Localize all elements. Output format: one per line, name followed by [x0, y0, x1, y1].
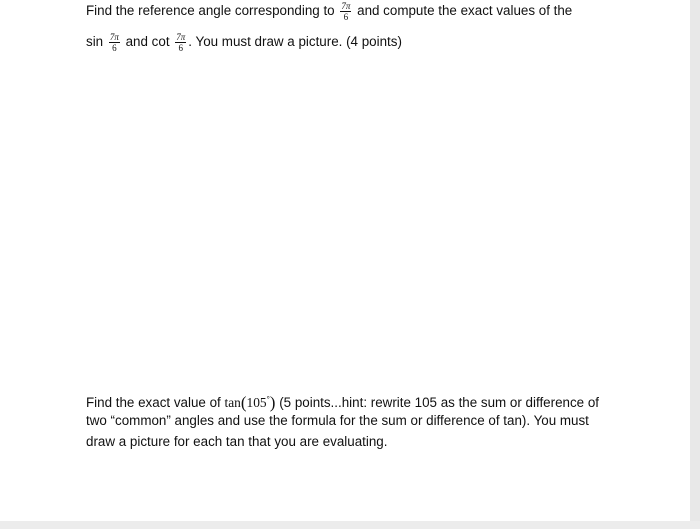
angle-value: 105	[246, 395, 267, 410]
page-shadow-right	[690, 0, 700, 529]
question-2	[86, 389, 626, 452]
fraction-numerator: 7π	[109, 31, 119, 42]
close-paren: )	[269, 393, 276, 412]
q1-text-3: and cot	[125, 34, 170, 49]
fraction-7pi-over-6	[175, 32, 186, 53]
page-shadow-bottom	[0, 521, 700, 529]
q1-line-2	[86, 31, 606, 52]
q1-text-4: . You must draw a picture. (4 points)	[188, 34, 402, 49]
fraction-numerator: 7π	[341, 0, 351, 11]
fraction-numerator: 7π	[176, 31, 186, 42]
fraction-denominator: 6	[343, 11, 349, 22]
q1-text-2: and compute the exact values of the	[357, 3, 573, 18]
degree-symbol: °	[266, 395, 270, 404]
fraction-denominator: 6	[112, 42, 117, 53]
sin-label: sin	[86, 34, 104, 49]
fraction-denominator: 6	[178, 42, 184, 53]
fraction-7pi-over-6	[109, 32, 120, 53]
q2-text-1: Find the exact value of	[86, 395, 221, 410]
fraction-7pi-over-6	[340, 1, 351, 22]
open-paren: (	[240, 393, 247, 412]
q2-line-3: draw a picture for each tan that you are evaluating.	[86, 434, 388, 449]
q1-text-1: Find the reference angle corresponding to	[86, 3, 335, 18]
q2-line-2: two “common” angles and use the formula for the sum or difference of tan). You must	[86, 413, 589, 428]
tan-label: tan	[224, 395, 241, 410]
q2-line-1	[86, 389, 626, 410]
question-1	[86, 0, 606, 52]
q2-text-2: (5 points...hint: rewrite 105 as the sum or difference of	[279, 395, 600, 410]
q1-line-1	[86, 0, 606, 21]
